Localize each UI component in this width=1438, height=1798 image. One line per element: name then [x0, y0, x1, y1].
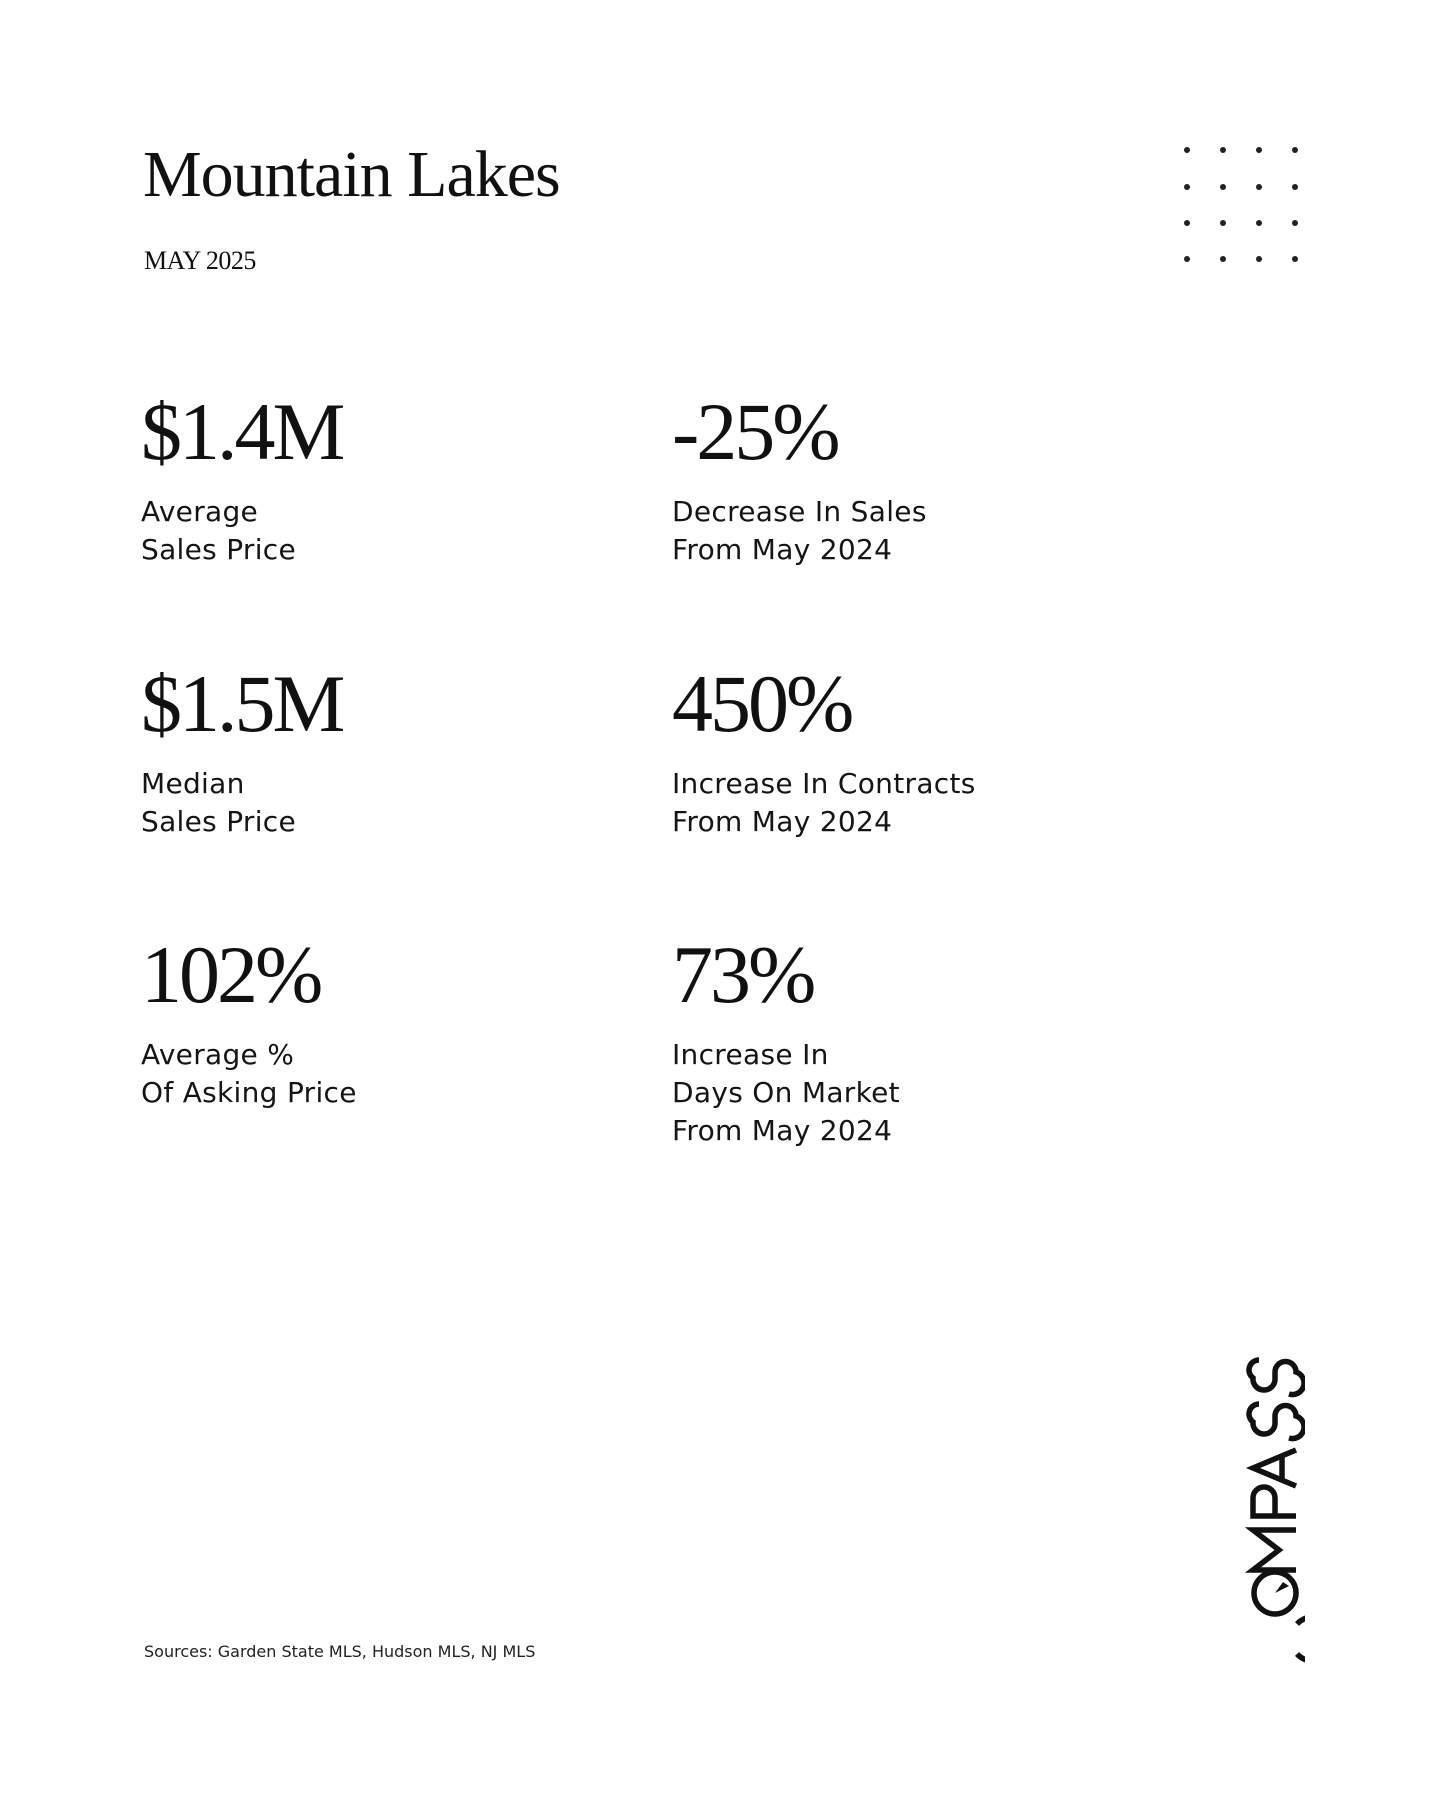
stat-value: 73%: [672, 929, 814, 1020]
stat-label-line: From May 2024: [672, 1114, 893, 1147]
stat-value: $1.5M: [141, 658, 343, 749]
compass-logo: [1245, 1320, 1305, 1665]
stat-label: [141, 765, 342, 841]
stat-label-line: Average: [141, 495, 259, 528]
stat-contracts-change: [672, 658, 976, 841]
stat-label: [141, 493, 342, 569]
stat-label-line: Sales Price: [141, 533, 297, 566]
stat-label-line: Decrease In Sales: [672, 495, 927, 528]
stat-label-line: Sales Price: [141, 805, 297, 838]
dot-grid-icon: [1184, 147, 1304, 267]
stat-value: $1.4M: [141, 386, 343, 477]
stat-label: [672, 1036, 900, 1150]
sources-note: Sources: Garden State MLS, Hudson MLS, NJ MLS: [144, 1642, 536, 1661]
stat-label: [141, 1036, 357, 1112]
stat-label-line: Of Asking Price: [141, 1076, 357, 1109]
stat-percent-of-asking: [141, 929, 357, 1112]
stat-label-line: From May 2024: [672, 805, 893, 838]
stat-label-line: Increase In Contracts: [672, 767, 976, 800]
stat-label-line: Increase In: [672, 1038, 829, 1071]
stat-days-on-market-change: [672, 929, 900, 1150]
stat-value: -25%: [672, 386, 838, 477]
stat-label-line: From May 2024: [672, 533, 893, 566]
stat-label-line: Median: [141, 767, 245, 800]
stat-median-sales-price: [141, 658, 343, 841]
stat-label: [672, 493, 927, 569]
stat-value: 102%: [141, 929, 321, 1020]
stat-average-sales-price: [141, 386, 343, 569]
stat-label-line: Days On Market: [672, 1076, 900, 1109]
report-date: MAY 2025: [144, 246, 256, 275]
stat-value: 450%: [672, 658, 852, 749]
stat-label: [672, 765, 976, 841]
stat-label-line: Average %: [141, 1038, 295, 1071]
stat-sales-change: [672, 386, 927, 569]
page-title: Mountain Lakes: [143, 138, 560, 211]
